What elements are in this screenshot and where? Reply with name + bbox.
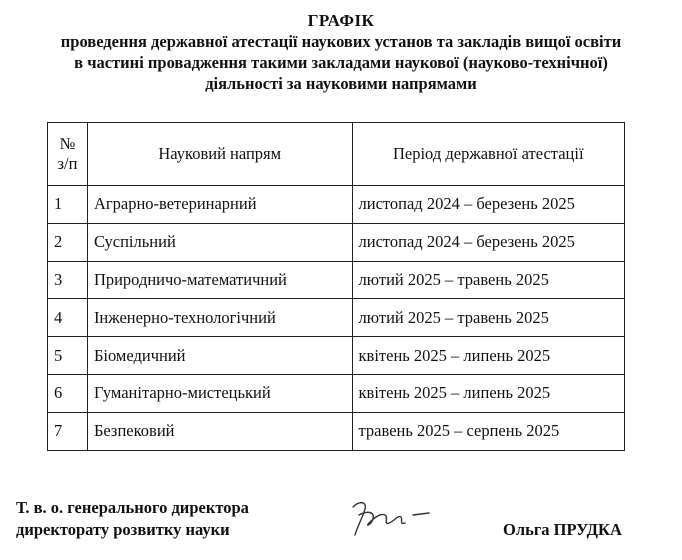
- document-subtitle-line-1: проведення державної атестації наукових установ та закладів вищої освіти: [60, 32, 622, 51]
- document-subtitle-line-2: в частині провадження такими закладами наукової (науково-технічної): [74, 53, 608, 72]
- row-number: 4: [48, 299, 88, 337]
- table-row: [48, 223, 625, 261]
- row-direction: Безпековий: [87, 412, 352, 450]
- row-direction: Інженерно-технологічний: [87, 299, 352, 337]
- row-number: 7: [48, 412, 88, 450]
- row-period: лютий 2025 – травень 2025: [352, 261, 624, 299]
- row-number: 2: [48, 223, 88, 261]
- table-header-row: [48, 123, 625, 186]
- row-number: 1: [48, 186, 88, 224]
- row-number: 5: [48, 337, 88, 375]
- row-period: квітень 2025 – липень 2025: [352, 374, 624, 412]
- signatory-name: Ольга ПРУДКА: [503, 520, 622, 539]
- header-number-abbr: з/п: [57, 154, 78, 173]
- row-direction: Природничо-математичний: [87, 261, 352, 299]
- row-number: 6: [48, 374, 88, 412]
- table-row: [48, 261, 625, 299]
- table-row: [48, 337, 625, 375]
- header-period: Період державної атестації: [352, 123, 624, 186]
- attestation-schedule-table: [47, 122, 625, 451]
- header-direction: Науковий напрям: [87, 123, 352, 186]
- document-header: [0, 10, 682, 94]
- row-period: листопад 2024 – березень 2025: [352, 186, 624, 224]
- row-direction: Суспільний: [87, 223, 352, 261]
- table-row: [48, 412, 625, 450]
- table-row: [48, 186, 625, 224]
- table-row: [48, 374, 625, 412]
- row-period: травень 2025 – серпень 2025: [352, 412, 624, 450]
- header-number: [48, 123, 88, 186]
- row-period: квітень 2025 – липень 2025: [352, 337, 624, 375]
- table-row: [48, 299, 625, 337]
- signatory-position: [16, 497, 249, 541]
- row-direction: Біомедичний: [87, 337, 352, 375]
- row-direction: Аграрно-ветеринарний: [87, 186, 352, 224]
- header-number-symbol: №: [59, 134, 76, 153]
- row-period: лютий 2025 – травень 2025: [352, 299, 624, 337]
- row-direction: Гуманітарно-мистецький: [87, 374, 352, 412]
- row-number: 3: [48, 261, 88, 299]
- signatory-position-line-1: Т. в. о. генерального директора: [16, 498, 249, 517]
- row-period: листопад 2024 – березень 2025: [352, 223, 624, 261]
- document-title: ГРАФІК: [307, 11, 375, 30]
- document-subtitle-line-3: діяльності за науковими напрямами: [205, 74, 477, 93]
- signatory-position-line-2: директорату розвитку науки: [16, 520, 230, 539]
- handwritten-signature: [345, 493, 455, 543]
